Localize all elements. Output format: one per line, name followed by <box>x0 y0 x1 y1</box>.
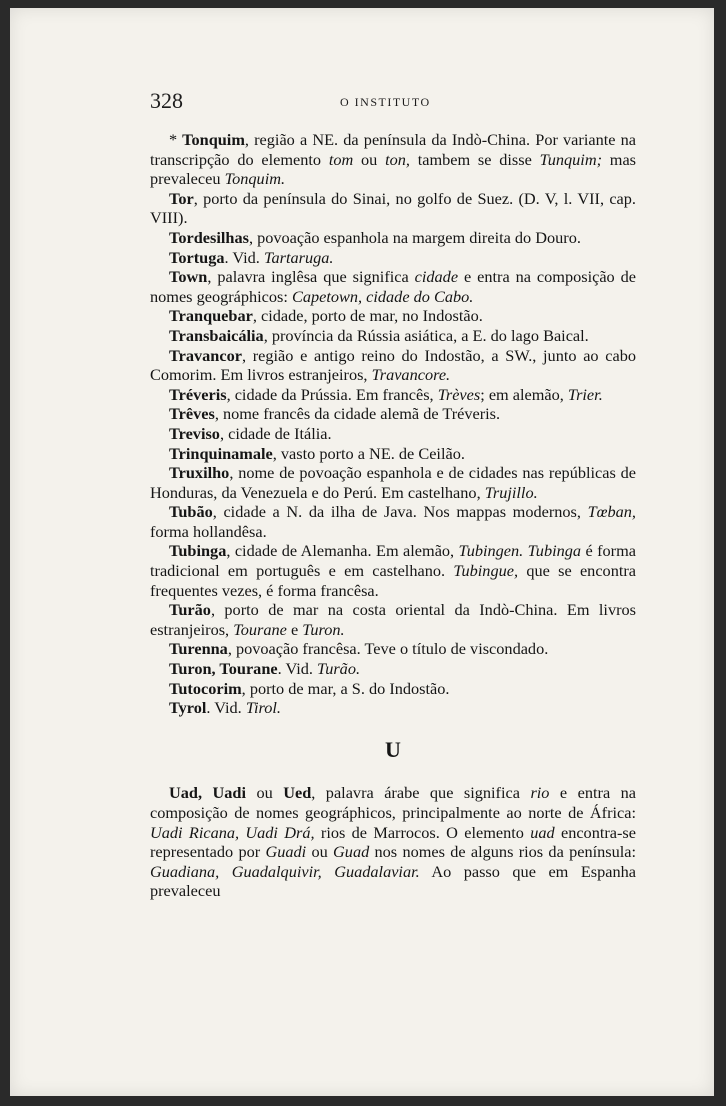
entry-text: nos nomes de alguns rios da península: <box>369 842 637 862</box>
headword: Town <box>169 267 208 287</box>
headword: Trêves <box>169 404 215 424</box>
headword: Transbaicália <box>169 325 264 345</box>
entry-text: ou <box>353 149 386 169</box>
italic-term: Guad <box>333 842 370 862</box>
italic-term: rio <box>530 783 550 803</box>
running-title: O INSTITUTO <box>340 95 431 109</box>
italic-term: Trujillo. <box>484 482 538 502</box>
entry-tortuga <box>150 248 636 268</box>
entry-transbaicalia <box>150 326 636 346</box>
italic-term: Turão. <box>317 659 361 679</box>
entry-town <box>150 267 636 306</box>
headword: Ued <box>283 783 312 803</box>
entry-text: tambem se disse <box>409 149 540 169</box>
entry-text: encontra-se representado por <box>150 822 636 862</box>
headword: Tubão <box>169 502 213 522</box>
entry-text: é forma tradicional em português e em castelhano. <box>150 541 636 581</box>
entry-text: , província da Rússia asiática, a E. do lago Baical. <box>263 325 589 345</box>
entry-text: , povoação espanhola na margem direita do Douro. <box>248 227 581 247</box>
headword: Tyrol <box>169 698 207 718</box>
entry-text: , povoação francêsa. Teve o título de viscondado. <box>227 639 549 659</box>
italic-term: Tirol. <box>245 698 281 718</box>
section-letter-heading: U <box>385 736 401 762</box>
entry-text: , cidade a N. da ilha de Java. Nos mappas modernos, <box>212 502 588 522</box>
headword: Truxilho <box>169 463 230 483</box>
entry-text: , cidade de Itália. <box>219 423 332 443</box>
entry-tranquebar <box>150 306 636 326</box>
entry-tonquim <box>150 130 636 189</box>
entry-text: . Vid. <box>206 698 246 718</box>
headword: Tutocorim <box>169 678 242 698</box>
entry-text: , cidade da Prússia. Em francês, <box>226 384 438 404</box>
entry-text: , nome de povoação espanhola e de cidades nas repúblicas de Honduras, da Venezuela e do Perú. Em castelhano, <box>150 463 636 502</box>
entry-text: e entra na composição de nomes geográphicos: <box>150 267 636 306</box>
entry-tubao <box>150 502 636 541</box>
italic-term: Tubingen. <box>458 541 524 561</box>
italic-term: Travancore. <box>371 365 451 385</box>
italic-term: Tubingue, <box>453 561 519 581</box>
entry-turenna <box>150 639 636 659</box>
entry-text: , região e antigo reino do Indostão, a SW., junto ao cabo Comorim. Em livros estranjeiros, <box>150 345 636 385</box>
entry-text: e entra na composição de nomes geográphicos, principalmente ao norte de África: <box>150 783 637 822</box>
dictionary-text <box>150 130 636 901</box>
headword: Travancor <box>169 345 242 365</box>
entry-truxilho <box>150 463 636 502</box>
entry-text: Ao passo que em Espanha prevaleceu <box>150 861 636 901</box>
entry-text: , cidade, porto de mar, no Indostão. <box>252 306 483 326</box>
entry-trinquinamale <box>150 444 636 464</box>
headword: Treviso <box>169 423 220 443</box>
italic-term: uad <box>530 822 555 842</box>
headword: Turão <box>169 600 211 620</box>
headword: Tor <box>169 188 194 208</box>
headword: Trinquinamale <box>169 443 273 463</box>
entry-text: , região a NE. da península da Indò-China. Por variante na transcripção do elemento <box>150 130 636 169</box>
italic-term: Guadi <box>265 842 307 862</box>
headword: Tordesilhas <box>169 227 249 247</box>
headword: Tortuga <box>169 247 225 267</box>
italic-term: Tonquim. <box>224 169 286 189</box>
entry-turao <box>150 600 636 639</box>
entry-text: , cidade de Alemanha. Em alemão, <box>226 541 459 561</box>
entry-text: , porto da península do Sinai, no golfo de Suez. (D. V, l. VII, cap. VIII). <box>150 188 636 228</box>
entry-tubinga <box>150 541 636 600</box>
italic-term: cidade <box>414 267 459 287</box>
italic-term: Guadiana, Guadalquivir, Guadalaviar. <box>150 861 420 881</box>
entry-text: ou <box>306 842 334 862</box>
entry-text: . Vid. <box>224 247 264 267</box>
entry-text: , nome francês da cidade alemã de Tréveris. <box>214 404 501 424</box>
italic-term: Tubinga <box>527 541 582 561</box>
italic-term: Capetown, cidade do Cabo. <box>291 286 474 306</box>
entry-text: mas prevaleceu <box>150 149 637 189</box>
entry-treveris <box>150 385 636 405</box>
entry-text: que se encontra frequentes vezes, é forma francêsa. <box>150 561 637 600</box>
book-page <box>10 8 714 1096</box>
entry-text: , porto de mar, a S. do Indostão. <box>241 678 450 698</box>
entry-text: ; em alemão, <box>480 384 568 404</box>
entry-treves <box>150 404 636 424</box>
entry-text: , vasto porto a NE. de Ceilão. <box>272 443 465 463</box>
headword: Tonquim <box>182 130 245 149</box>
headword: Tréveris <box>169 384 227 404</box>
entry-tutocorim <box>150 679 636 699</box>
headword: Turon, Tourane <box>169 659 278 679</box>
headword: Tubinga <box>169 541 227 561</box>
italic-term: Turon. <box>302 619 345 639</box>
entry-tordesilhas <box>150 228 636 248</box>
entry-tor <box>150 189 636 228</box>
entry-turon-tourane <box>150 659 636 679</box>
italic-term: ton, <box>385 149 410 169</box>
entry-uad <box>150 783 636 901</box>
entry-text: forma hollandêsa. <box>150 521 267 541</box>
italic-term: Tunquim; <box>539 149 603 169</box>
page-number: 328 <box>150 88 183 113</box>
italic-term: Tœban, <box>587 502 636 522</box>
asterisk-marker: * <box>169 130 178 149</box>
entry-text: e <box>286 619 303 639</box>
entry-text: , porto de mar na costa oriental da Indò-China. Em livros estranjeiros, <box>150 600 636 639</box>
entry-travancor <box>150 346 636 385</box>
entry-text: . Vid. <box>277 659 318 679</box>
entry-text: ou <box>245 783 284 803</box>
entry-tyrol <box>150 698 636 718</box>
italic-term: Tourane <box>233 619 287 639</box>
entry-text: , palavra inglêsa que significa <box>207 267 415 287</box>
italic-term: Uadi Ricana, Uadi Drá, <box>150 822 315 842</box>
italic-term: Trier. <box>567 384 603 404</box>
entry-text: , palavra árabe que significa <box>311 783 531 803</box>
entry-text: rios de Marrocos. O elemento <box>314 822 531 842</box>
headword: Uad, Uadi <box>169 783 246 803</box>
italic-term: Tartaruga. <box>263 247 334 267</box>
entry-treviso <box>150 424 636 444</box>
headword: Turenna <box>169 639 228 659</box>
italic-term: tom <box>328 149 354 169</box>
italic-term: Trèves <box>437 384 481 404</box>
headword: Tranquebar <box>169 306 253 326</box>
